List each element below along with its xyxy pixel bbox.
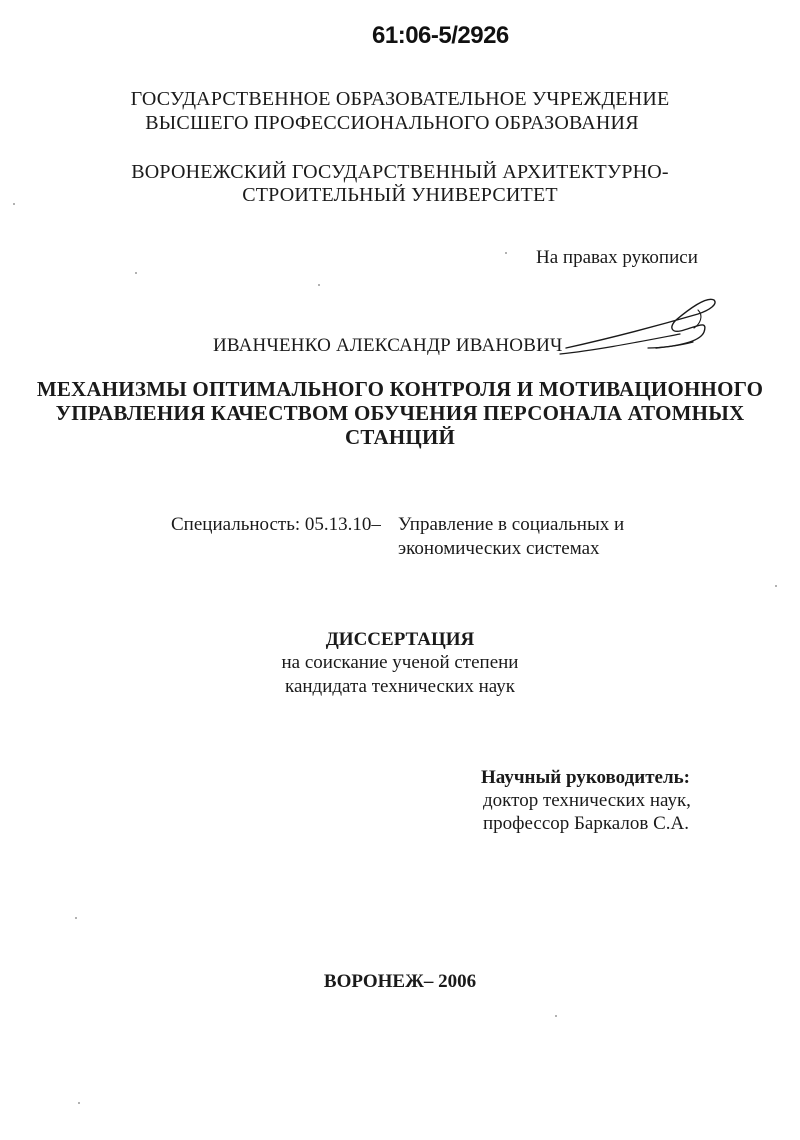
university-line-1: ВОРОНЕЖСКИЙ ГОСУДАРСТВЕННЫЙ АРХИТЕКТУРНО- <box>131 161 669 183</box>
specialty-name-line-1: Управление в социальных и <box>398 514 625 535</box>
manuscript-note: На правах рукописи <box>536 247 698 268</box>
city-year: ВОРОНЕЖ– 2006 <box>323 971 477 992</box>
scan-speck <box>135 272 137 274</box>
advisor-name: профессор Баркалов С.А. <box>483 813 689 834</box>
author-name: ИВАНЧЕНКО АЛЕКСАНДР ИВАНОВИЧ <box>213 335 563 356</box>
specialty-name-line-2: экономических системах <box>398 538 600 559</box>
advisor-heading: Научный руководитель: <box>481 767 690 788</box>
stamp-number: 61:06-5/2926 <box>372 22 509 49</box>
scan-speck <box>318 284 320 286</box>
scan-speck <box>775 585 777 587</box>
scan-speck <box>75 917 77 919</box>
title-line-1: МЕХАНИЗМЫ ОПТИМАЛЬНОГО КОНТРОЛЯ И МОТИВАЦИОННОГО <box>36 377 764 401</box>
title-line-3: СТАНЦИЙ <box>344 425 456 449</box>
degree-line-1: на соискание ученой степени <box>281 652 519 673</box>
degree-line-2: кандидата технических наук <box>285 676 515 697</box>
signature-icon <box>548 290 728 370</box>
scan-speck <box>78 1102 80 1104</box>
title-line-2: УПРАВЛЕНИЯ КАЧЕСТВОМ ОБУЧЕНИЯ ПЕРСОНАЛА АТОМНЫХ <box>55 401 745 425</box>
scan-speck <box>13 203 15 205</box>
institution-line-1: ГОСУДАРСТВЕННОЕ ОБРАЗОВАТЕЛЬНОЕ УЧРЕЖДЕНИЕ <box>130 88 670 110</box>
document-type: ДИССЕРТАЦИЯ <box>325 629 475 650</box>
scan-speck <box>505 252 507 254</box>
university-line-2: СТРОИТЕЛЬНЫЙ УНИВЕРСИТЕТ <box>242 184 558 206</box>
advisor-degree: доктор технических наук, <box>483 790 691 811</box>
scan-speck <box>555 1015 557 1017</box>
institution-line-2: ВЫСШЕГО ПРОФЕССИОНАЛЬНОГО ОБРАЗОВАНИЯ <box>145 112 639 134</box>
specialty-label: Специальность: 05.13.10– <box>171 514 381 535</box>
